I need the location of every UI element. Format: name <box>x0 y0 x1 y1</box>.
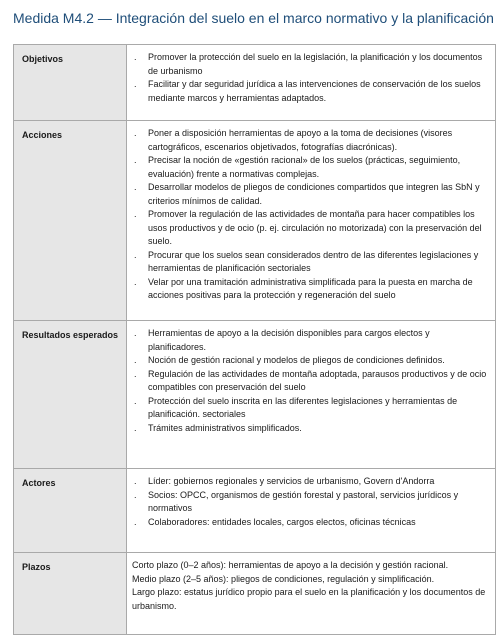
bullet-icon: . <box>134 249 137 260</box>
bullet-icon: . <box>134 516 137 527</box>
list-item <box>132 354 489 368</box>
list-item-text: Socios: OPCC, organismos de gestión forestal y pastoral, servicios jurídicos y normativos <box>148 489 459 513</box>
list-item <box>132 395 489 422</box>
row-content-actores <box>127 469 496 553</box>
list-item-text: Trámites administrativos simplificados. <box>148 422 302 433</box>
list-item-text: Líder: gobiernos regionales y servicios de urbanismo, Govern d'Andorra <box>148 476 435 486</box>
table-row <box>14 321 496 469</box>
list-item-text: Promover la protección del suelo en la legislación, la planificación y los documentos de urbanismo <box>148 52 483 76</box>
bullet-icon: . <box>134 355 137 365</box>
list-item <box>132 51 489 78</box>
list-item <box>132 475 489 489</box>
list-item-text: Protección del suelo inscrita en las diferentes legislaciones y herramientas de planificación. sectoriales <box>148 395 458 419</box>
row-content-plazos <box>127 553 496 635</box>
row-content-objetivos <box>127 45 496 121</box>
list-item <box>132 327 489 354</box>
list-item <box>132 181 489 208</box>
bullet-icon: . <box>134 182 137 192</box>
list-item-text: Regulación de las actividades de montaña adoptada, parausos productivos y de ocio compatibles con preservación del suelo <box>148 368 487 392</box>
plazo-line-medium: Medio plazo (2–5 años): pliegos de condiciones, regulación y simplificación. <box>132 573 435 584</box>
row-label-acciones: Acciones <box>14 121 127 321</box>
row-content-resultados <box>127 321 496 469</box>
bullet-icon: . <box>134 52 137 62</box>
plazo-line-short: Corto plazo (0–2 años): herramientas de apoyo a la decisión y gestión racional. <box>132 560 449 570</box>
bullet-icon: . <box>134 328 137 338</box>
row-label-actores: Actores <box>14 469 127 553</box>
row-label-plazos: Plazos <box>14 553 127 635</box>
list-item-text: Promover la regulación de las actividades de montaña para hacer compatibles los usos productivos y de ocio (p. ej. circulación no motorizada) con la preservación del suelo. <box>148 209 482 246</box>
list-item-text: Facilitar y dar seguridad jurídica a las intervenciones de conservación de los suelos mediante marcos y herramientas adaptados. <box>148 79 481 103</box>
bullet-icon: . <box>134 422 137 433</box>
row-label-resultados: Resultados esperados <box>14 321 127 469</box>
bullet-icon: . <box>134 489 137 500</box>
row-label-objetivos: Objetivos <box>14 45 127 121</box>
list-item <box>132 127 489 154</box>
list-item-text: Colaboradores: entidades locales, cargos electos, oficinas técnicas <box>148 516 416 527</box>
list-item-text: Herramientas de apoyo a la decisión disponibles para cargos electos y planificadores. <box>148 328 430 352</box>
list-item-text: Velar por una tramitación administrativa simplificada para la puesta en marcha de acciones positivas para la protección y regeneración del suelo <box>148 276 473 300</box>
list-item-text: Poner a disposición herramientas de apoyo a la toma de decisiones (visores cartográficos, escenarios objetivados, fotografías diacrónicas). <box>148 128 453 152</box>
list-item <box>132 249 489 276</box>
bullet-icon: . <box>134 209 137 219</box>
list-item <box>132 78 489 105</box>
list-item <box>132 368 489 395</box>
list-item <box>132 276 489 303</box>
list-item <box>132 516 489 530</box>
bullet-icon: . <box>134 155 137 165</box>
list-item-text: Precisar la noción de «gestión racional» de los suelos (prácticas, seguimiento, evaluación) frente a normativas complejas. <box>148 155 461 179</box>
table-row <box>14 45 496 121</box>
bullet-icon: . <box>134 395 137 406</box>
plazo-line-long: Largo plazo: estatus jurídico propio para el suelo en la planificación y los documentos de urbanismo. <box>132 587 486 611</box>
bullet-icon: . <box>134 368 137 379</box>
bullet-icon: . <box>134 128 137 138</box>
measure-table <box>13 44 496 635</box>
bullet-icon: . <box>134 79 137 89</box>
list-item <box>132 208 489 249</box>
table-row <box>14 469 496 553</box>
table-row <box>14 553 496 635</box>
list-item-text: Procurar que los suelos sean considerados dentro de las diferentes legislaciones y herramientas de planificación sectoriales <box>148 249 479 273</box>
page-title: Medida M4.2 — Integración del suelo en el marco normativo y la planificación <box>13 10 494 26</box>
bullet-icon: . <box>134 476 137 486</box>
list-item-text: Noción de gestión racional y modelos de pliegos de condiciones definidos. <box>148 355 445 365</box>
list-item <box>132 154 489 181</box>
list-item <box>132 422 489 436</box>
list-item-text: Desarrollar modelos de pliegos de condiciones compartidos que integren las SbN y criterios mínimos de calidad. <box>148 182 480 206</box>
list-item <box>132 489 489 516</box>
table-row <box>14 121 496 321</box>
bullet-icon: . <box>134 276 137 287</box>
row-content-acciones <box>127 121 496 321</box>
